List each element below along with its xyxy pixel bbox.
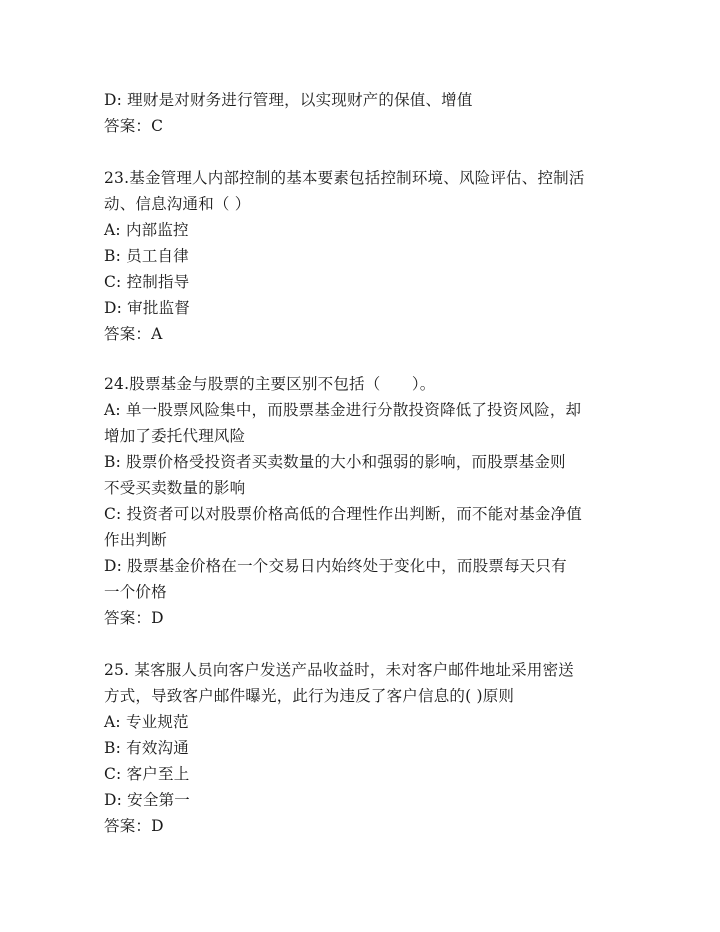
q24-option-d-line1: D: 股票基金价格在一个交易日内始终处于变化中，而股票每天只有	[104, 557, 567, 575]
q23-option-d: D: 审批监督	[104, 299, 190, 317]
q23-option-c: C: 控制指导	[104, 273, 190, 291]
q23-stem-line2: 动、信息沟通和（ ）	[104, 195, 251, 213]
q24-option-a-line1: A: 单一股票风险集中，而股票基金进行分散投资降低了投资风险，却	[104, 401, 582, 419]
q23-answer: 答案：A	[104, 325, 163, 343]
q25-option-c: C: 客户至上	[104, 765, 190, 783]
q22-answer: 答案：C	[104, 117, 164, 135]
q25-stem-line2: 方式，导致客户邮件曝光，此行为违反了客户信息的( )原则	[104, 687, 515, 705]
q24-option-a-line2: 增加了委托代理风险	[104, 427, 246, 445]
q23-option-b: B: 员工自律	[104, 247, 189, 265]
q25-stem-line1: 25. 某客服人员向客户发送产品收益时，未对客户邮件地址采用密送	[104, 661, 574, 679]
q24-option-c-line1: C: 投资者可以对股票价格高低的合理性作出判断，而不能对基金净值	[104, 505, 582, 523]
q24-option-d-line2: 一个价格	[104, 583, 167, 601]
q25-option-b: B: 有效沟通	[104, 739, 189, 757]
q25-answer: 答案：D	[104, 817, 164, 835]
q23-option-a: A: 内部监控	[104, 221, 189, 239]
q22-option-d: D: 理财是对财务进行管理，以实现财产的保值、增值	[104, 91, 473, 109]
q24-answer: 答案：D	[104, 609, 164, 627]
q24-stem: 24.股票基金与股票的主要区别不包括（ ）。	[104, 375, 436, 393]
q24-option-b-line2: 不受买卖数量的影响	[104, 479, 246, 497]
q25-option-a: A: 专业规范	[104, 713, 189, 731]
q23-stem-line1: 23.基金管理人内部控制的基本要素包括控制环境、风险评估、控制活	[104, 169, 585, 187]
q25-option-d: D: 安全第一	[104, 791, 190, 809]
q24-option-c-line2: 作出判断	[104, 531, 167, 549]
q24-option-b-line1: B: 股票价格受投资者买卖数量的大小和强弱的影响，而股票基金则	[104, 453, 566, 471]
